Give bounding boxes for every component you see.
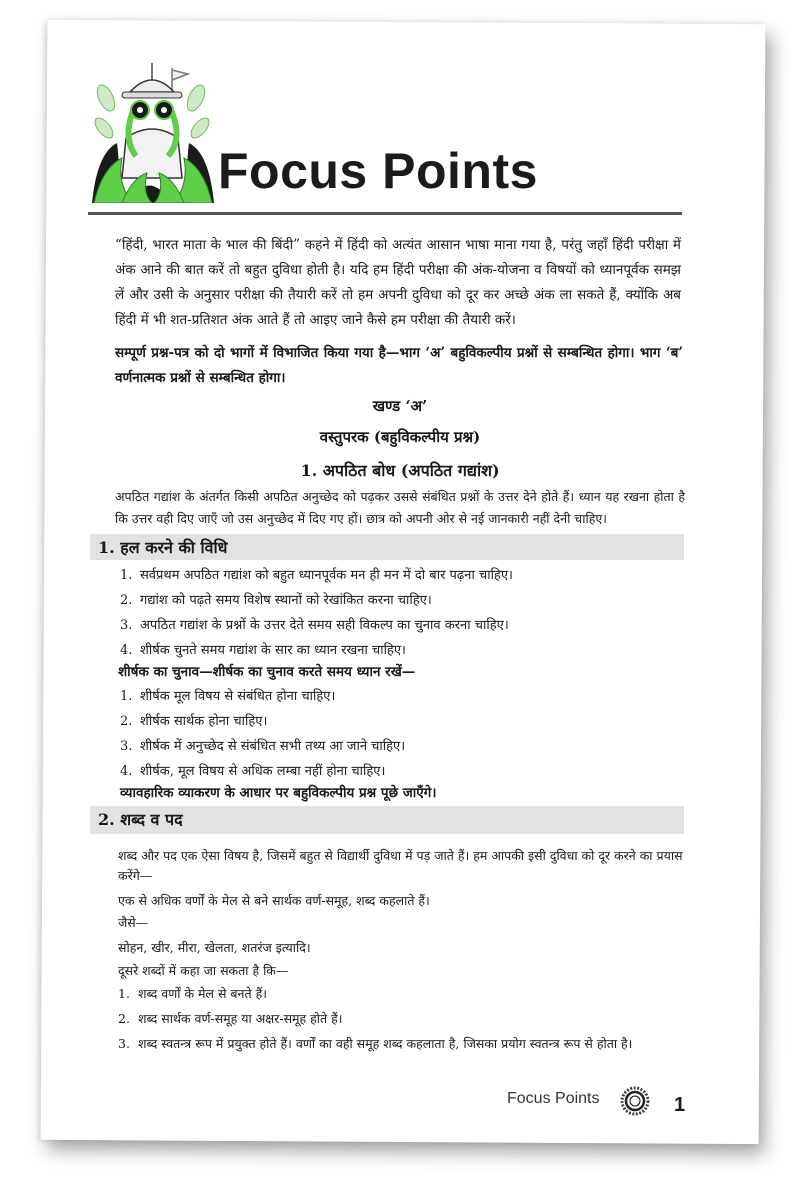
list-item — [120, 736, 680, 761]
item-text: शब्द स्वतन्त्र रूप में प्रयुक्त होते हैं। वर्णों का वही समूह शब्द कहलाता है, जिसका प्रयोग स्वतन्त्र रूप से होता है। — [138, 1036, 633, 1051]
item-number: 1. — [118, 986, 130, 1001]
item-number: 4. — [120, 764, 133, 779]
grammar-note: व्यावहारिक व्याकरण के आधार पर बहुविकल्पीय प्रश्न पूछे जाएँगे। — [120, 785, 437, 801]
item-text: शीर्षक चुनते समय गद्यांश के सार का ध्यान रखना चाहिए। — [140, 643, 406, 658]
item-text: गद्यांश को पढ़ते समय विशेष स्थानों को रेखांकित करना चाहिए। — [140, 593, 432, 608]
section-2-intro: शब्द और पद एक ऐसा विषय है, जिसमें बहुत से विद्यार्थी दुविधा में पड़ जाते हैं। हम आपकी इसी दुविधा को दूर करने का प्रयास करेंगे— — [118, 848, 683, 883]
item-number: 1. — [120, 689, 133, 704]
list-item — [120, 590, 680, 615]
section-subheading: वस्तुपरक (बहुविकल्पीय प्रश्न) — [319, 428, 481, 446]
structure-note: सम्पूर्ण प्रश्न-पत्र को दो भागों में विभाजित किया गया है—भाग ‘अ’ बहुविकल्पीय प्रश्नों से सम्बन्धित होगा। भाग ‘ब’ वर्णनात्मक प्रश्नों से सम्बन्धित होगा। — [115, 345, 683, 386]
item-text: शीर्षक सार्थक होना चाहिए। — [140, 714, 268, 729]
section-heading: खण्ड ‘अ’ — [372, 397, 428, 415]
definition: एक से अधिक वर्णों के मेल से बने सार्थक वर्ण-समूह, शब्द कहलाते हैं। — [118, 893, 430, 908]
list-item — [120, 640, 680, 662]
item-text: शब्द सार्थक वर्ण-समूह या अक्षर-समूह होते हैं। — [138, 1011, 343, 1026]
list-item — [118, 1035, 686, 1052]
item-number: 2. — [118, 1011, 130, 1026]
footer-label: Focus Points — [507, 1090, 600, 1107]
example-label: जैसे— — [118, 915, 149, 930]
other-words: दूसरे शब्दों में कहा जा सकता है कि— — [118, 963, 289, 978]
item-text: शब्द वर्णों के मेल से बनते हैं। — [138, 986, 267, 1001]
topic-heading: 1. अपठित बोध (अपठित गद्यांश) — [300, 461, 500, 480]
section-1-title: 1. हल करने की विधि — [98, 538, 228, 557]
list-item — [120, 565, 680, 590]
item-number: 3. — [120, 618, 133, 633]
list-item — [120, 615, 680, 640]
examples: सोहन, खीर, मीरा, खेलता, शतरंज इत्यादि। — [118, 940, 311, 955]
item-number: 1. — [120, 568, 133, 583]
item-text: शीर्षक में अनुच्छेद से संबंधित सभी तथ्य आ जाने चाहिए। — [140, 739, 406, 754]
page-number: 1 — [674, 1094, 686, 1116]
item-number: 4. — [120, 643, 133, 658]
list-item — [118, 985, 686, 1010]
title-choice-heading: शीर्षक का चुनाव—शीर्षक का चुनाव करते समय ध्यान रखें— — [118, 664, 416, 680]
section-2-title: 2. शब्द व पद — [98, 810, 183, 829]
mandala-icon — [620, 1086, 650, 1116]
list-item — [120, 761, 680, 783]
item-number: 2. — [120, 714, 133, 729]
section-bar-1 — [90, 534, 684, 560]
item-text: सर्वप्रथम अपठित गद्यांश को बहुत ध्यानपूर्वक मन ही मन में दो बार पढ़ना चाहिए। — [140, 568, 513, 583]
item-text: शीर्षक मूल विषय से संबंधित होना चाहिए। — [140, 689, 336, 704]
item-text: अपठित गद्यांश के प्रश्नों के उत्तर देते समय सही विकल्प का चुनाव करना चाहिए। — [140, 618, 509, 633]
item-text: शीर्षक, मूल विषय से अधिक लम्बा नहीं होना चाहिए। — [140, 764, 386, 779]
method-list — [120, 565, 680, 801]
section-2-body — [118, 846, 686, 1052]
page-title: Focus Points — [218, 143, 538, 199]
list-item — [120, 686, 680, 711]
list-item — [120, 711, 680, 736]
intro-paragraph: “हिंदी, भारत माता के भाल की बिंदी” कहने में हिंदी को अत्यंत आसान भाषा माना गया है, परंतु जहाँ हिंदी परीक्षा में अंक आने की बात करें तो बहुत दुविधा होती है। यदि हम हिंदी परीक्षा की अंक-योजना व विषयों को ध्यानपूर्वक समझ लें और उसी के अनुसार परीक्षा की तैयारी करें तो हम अपनी दुविधा को दूर कर अच्छे अंक ला सकते हैं, क्योंकि अब हिंदी में भी शत-प्रतिशत अंक आते हैं तो आइए जाने कैसे हम परीक्षा की तैयारी करें। — [115, 237, 681, 328]
item-number: 2. — [120, 593, 133, 608]
topic-intro: अपठित गद्यांश के अंतर्गत किसी अपठित अनुच्छेद को पढ़कर उससे संबंधित प्रश्नों के उत्तर देने होते हैं। ध्यान यह रखना होता है कि उत्तर वही दिए जाएँ जो उस अनुच्छेद में दिए गए हों। छात्र को अपनी ओर से नई जानकारी नहीं देनी चाहिए। — [115, 489, 685, 526]
list-item — [118, 1010, 686, 1035]
section-bar-2 — [90, 806, 684, 834]
explorer-illustration — [92, 58, 214, 203]
item-number: 3. — [118, 1036, 130, 1051]
item-number: 3. — [120, 739, 133, 754]
title-divider — [88, 212, 682, 215]
